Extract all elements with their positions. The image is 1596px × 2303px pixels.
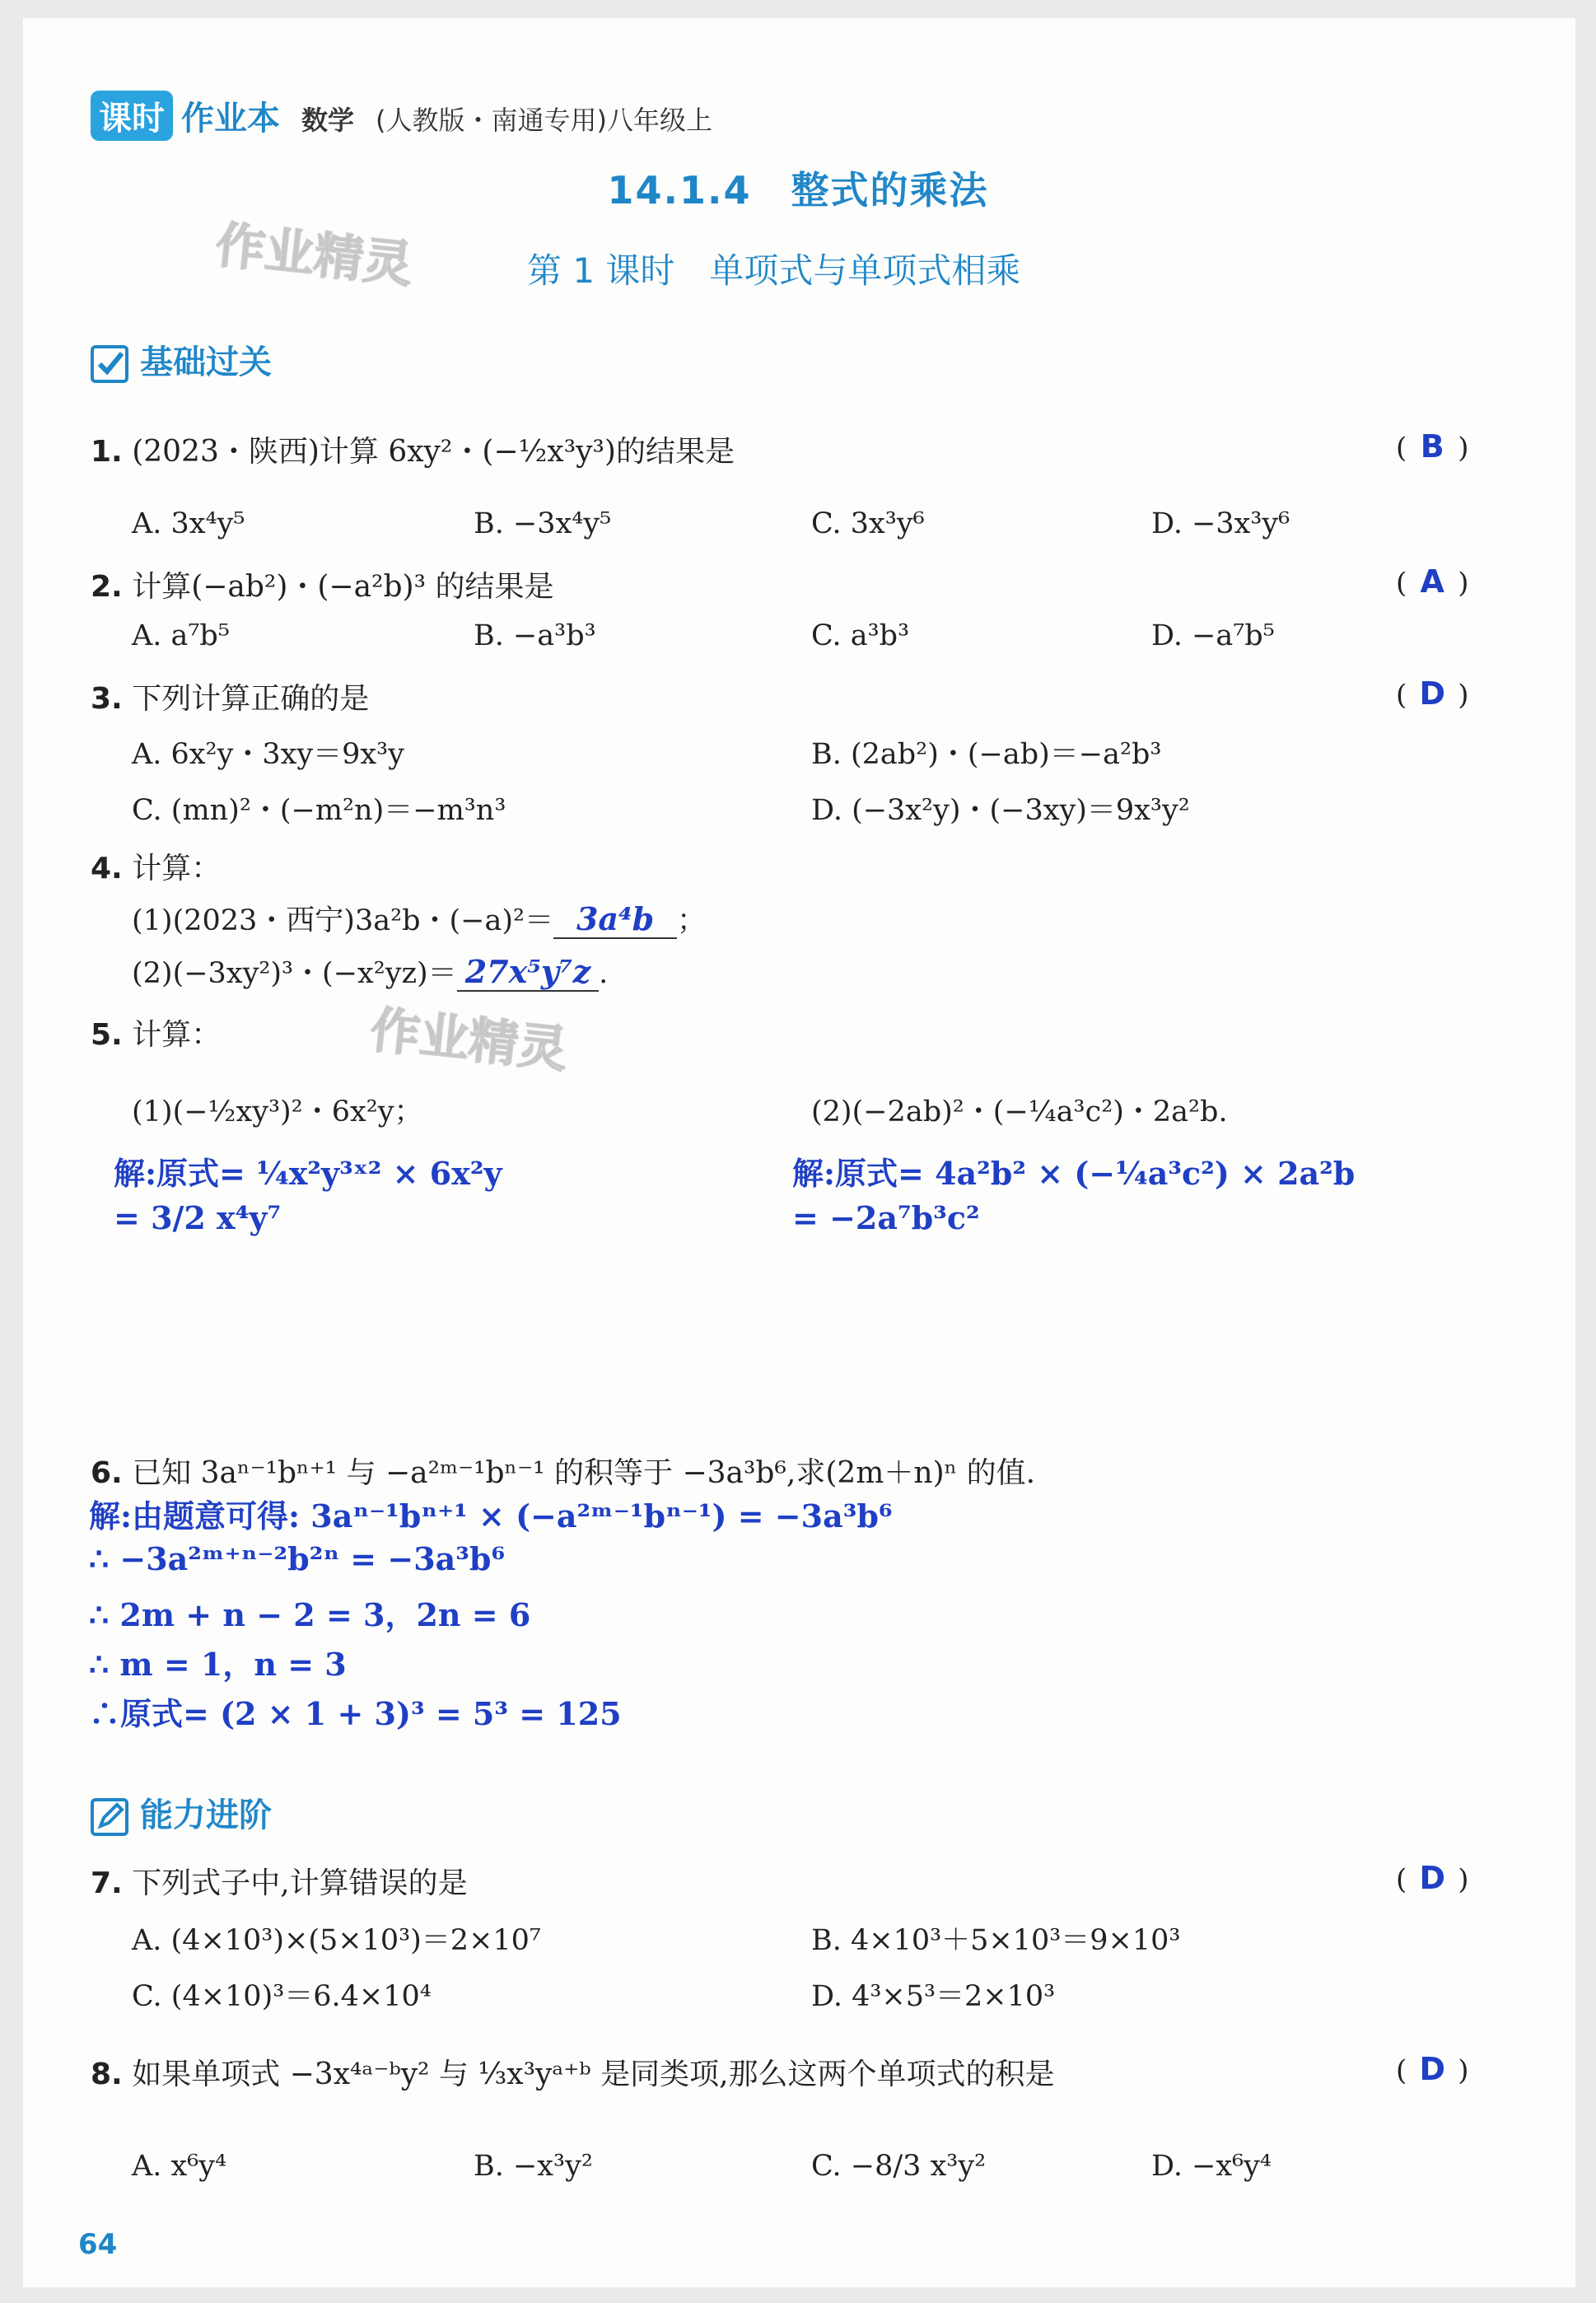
answer-bracket: ( A ) [1396,563,1469,600]
question-text: 计算： [132,1018,222,1052]
question-number: 3. [91,682,123,716]
answer-bracket: ( D ) [1396,1860,1469,1896]
section-title: 14.1.4 整式的乘法 [607,168,989,213]
answer-choice: D [1419,675,1446,712]
subject-label: 数学 [301,105,355,136]
sub-question-text: (1)(2023・西宁)3a²b・(−a)²＝ [132,904,554,937]
option-b: B. −x³y² [474,2150,593,2183]
option-a: A. 6x²y・3xy＝9x³y [132,738,404,771]
handwritten-solution: = −2a⁷b³c² [792,1199,980,1236]
checkbox-icon [91,345,128,383]
answer-choice: A [1420,563,1444,600]
question-number: 2. [91,570,123,604]
question-2 [91,563,553,605]
question-number: 5. [91,1018,123,1052]
question-8 [91,2051,1055,2093]
option-a: A. a⁷b⁵ [132,619,230,652]
question-text: 计算： [132,852,222,885]
question-5 [91,1011,221,1053]
option-a: A. 3x⁴y⁵ [132,507,245,540]
question-5-part-2: (2)(−2ab)²・(−¼a³c²)・2a²b. [811,1095,1228,1128]
option-b: B. (2ab²)・(−ab)＝−a²b³ [811,738,1162,771]
option-c: C. a³b³ [811,619,910,652]
option-d: D. 4³×5³＝2×10³ [811,1980,1056,2013]
book-header [91,91,712,141]
handwritten-solution: ∴ 2m + n − 2 = 3，2n = 6 [89,1596,531,1633]
pencil-icon [91,1798,128,1836]
watermark-stamp: 作业精灵 [367,1001,571,1080]
question-3 [91,675,369,717]
edition-label: (人教版・南通专用)八年级上 [376,105,712,136]
question-text: 计算(−ab²)・(−a²b)³ 的结果是 [132,570,554,604]
option-b: B. −a³b³ [474,619,596,652]
handwritten-solution: 解:原式= 4a²b² × (−¼a³c²) × 2a²b [792,1155,1356,1192]
brand-logo: 课时 [91,91,173,141]
handwritten-answer: 3a⁴b [553,900,677,939]
handwritten-solution: ∴原式= (2 × 1 + 3)³ = 5³ = 125 [89,1695,622,1732]
handwritten-solution: = 3/2 x⁴y⁷ [114,1199,282,1236]
handwritten-solution: 解:由题意可得: 3aⁿ⁻¹bⁿ⁺¹ × (−a²ᵐ⁻¹bⁿ⁻¹) = −3a³b⁶ [89,1497,893,1535]
answer-choice: D [1419,2051,1446,2087]
question-number: 8. [91,2058,123,2091]
question-4 [91,845,221,887]
option-d: D. −3x³y⁶ [1151,507,1290,540]
question-text: 下列式子中,计算错误的是 [132,1866,468,1900]
sub-question-text: (2)(−3xy²)³・(−x²yz)＝ [132,957,457,990]
option-c: C. −8/3 x³y² [811,2150,987,2183]
lesson-title: 第 1 课时 单项式与单项式相乘 [527,250,1021,291]
option-c: C. 3x³y⁶ [811,507,925,540]
option-b: B. 4×10³＋5×10³＝9×10³ [811,1924,1181,1957]
answer-bracket: ( D ) [1396,2051,1469,2087]
punctuation: ； [677,904,707,937]
watermark-stamp: 作业精灵 [212,216,416,295]
question-number: 6. [91,1456,123,1490]
handwritten-solution: 解:原式= ¼x²y³ˣ² × 6x²y [114,1155,502,1192]
question-number: 7. [91,1866,123,1900]
handwritten-solution: ∴ −3a²ᵐ⁺ⁿ⁻²b²ⁿ = −3a³b⁶ [89,1540,506,1577]
handwritten-solution: ∴ m = 1，n = 3 [89,1646,347,1683]
question-text: (2023・陕西)计算 6xy²・(−½x³y³)的结果是 [132,435,735,469]
section-basic-label: 基础过关 [140,343,272,381]
question-text: 下列计算正确的是 [132,682,370,716]
brand-name: 作业本 [181,100,280,138]
option-d: D. −x⁶y⁴ [1151,2150,1272,2183]
answer-choice: B [1420,428,1444,465]
question-4-part-1 [132,898,706,939]
question-number: 4. [91,852,123,885]
option-d: D. (−3x²y)・(−3xy)＝9x³y² [811,794,1190,827]
option-d: D. −a⁷b⁵ [1151,619,1275,652]
section-basic-heading [91,336,272,383]
section-advanced-heading [91,1789,272,1836]
option-a: A. x⁶y⁴ [132,2150,227,2183]
question-number: 1. [91,435,123,469]
answer-bracket: ( D ) [1396,675,1469,712]
page-number: 64 [78,2228,118,2261]
question-6 [91,1450,1035,1492]
question-7 [91,1860,468,1902]
question-text: 已知 3aⁿ⁻¹bⁿ⁺¹ 与 −a²ᵐ⁻¹bⁿ⁻¹ 的积等于 −3a³b⁶,求(2m＋n)ⁿ 的值. [132,1456,1036,1490]
option-c: C. (mn)²・(−m²n)＝−m³n³ [132,794,506,827]
question-text: 如果单项式 −3x⁴ᵃ⁻ᵇy² 与 ⅓x³yᵃ⁺ᵇ 是同类项,那么这两个单项式的积是 [132,2058,1055,2091]
answer-choice: D [1419,1860,1446,1896]
option-c: C. (4×10)³＝6.4×10⁴ [132,1980,432,2013]
answer-bracket: ( B ) [1396,428,1469,465]
question-4-part-2 [132,951,608,992]
option-b: B. −3x⁴y⁵ [474,507,612,540]
question-5-part-1: (1)(−½xy³)²・6x²y； [132,1095,423,1128]
punctuation: . [599,957,609,990]
handwritten-answer: 27x⁵y⁷z [457,953,599,992]
section-advanced-label: 能力进阶 [140,1796,272,1834]
option-a: A. (4×10³)×(5×10³)＝2×10⁷ [132,1924,541,1957]
question-1 [91,428,735,470]
